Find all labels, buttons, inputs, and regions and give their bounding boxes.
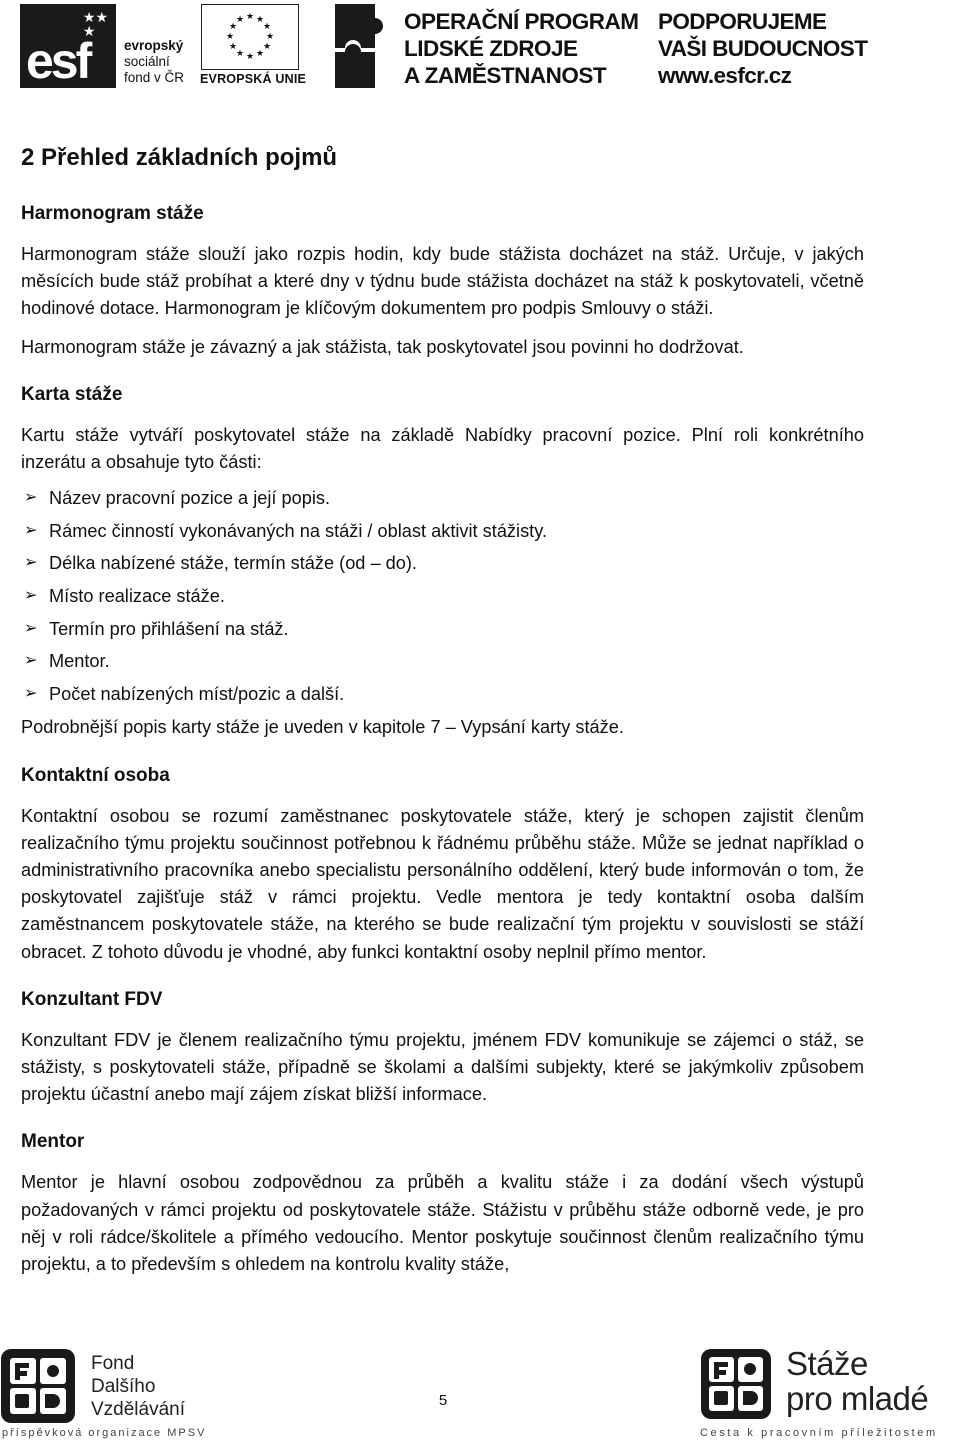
paragraph: Mentor je hlavní osobou zodpovědnou za průběh a kvalitu stáže i za dodání všech výstupů požadovaných v rámci projektu od poskytovatele stáže. Stážistu v průběhu stáže odborně vede, je pro něj v roli rádce/školitele a přímého vedoucího. Mentor poskytuje součinnost členům realizačního týmu projektu, a to především s ohledem na kontrolu kvality stáže,: [21, 1172, 864, 1275]
paragraph: Podrobnější popis karty stáže je uveden v kapitole 7 – Vypsání karty stáže.: [21, 717, 624, 738]
esf-caption: [124, 38, 184, 86]
list-item: [21, 678, 864, 711]
list-item: [21, 580, 864, 613]
list-item-text: Počet nabízených míst/pozic a další.: [49, 683, 345, 704]
esf-caption-line: evropský: [124, 38, 184, 53]
svg-text:★: ★: [245, 51, 255, 61]
arrow-bullet-icon: ➢: [24, 521, 38, 539]
svg-text:★: ★: [228, 21, 238, 31]
svg-text:★: ★: [245, 11, 255, 21]
arrow-bullet-icon: ➢: [24, 489, 38, 507]
arrow-bullet-icon: ➢: [24, 684, 38, 702]
list-item: [21, 482, 864, 515]
list-item: [21, 547, 864, 580]
document-body: [21, 142, 864, 1278]
puzzle-icon: [335, 4, 391, 88]
list-item-text: Termín pro přihlášení na stáž.: [49, 618, 289, 639]
op-logo-text: [404, 8, 639, 89]
list-item: [21, 645, 864, 678]
svg-text:★: ★: [235, 48, 245, 58]
svg-text:★: ★: [225, 31, 235, 41]
page-number: 5: [438, 1392, 448, 1409]
eu-flag-logo: [201, 4, 299, 70]
section-heading-mentor: Mentor: [21, 1131, 85, 1153]
slogan-line: VAŠI BUDOUCNOST: [658, 36, 868, 61]
esf-caption-line: sociální: [124, 54, 170, 69]
slogan-url: www.esfcr.cz: [658, 63, 792, 88]
fdv-subtitle: příspěvková organizace MPSV: [2, 1427, 207, 1439]
fdv-logo-icon: [0, 1348, 76, 1424]
op-logo-line: OPERAČNÍ PROGRAM: [404, 9, 639, 34]
section-heading-kontakt: Kontaktní osoba: [21, 764, 170, 786]
op-logo-line: A ZAMĚSTNANOST: [404, 63, 607, 88]
staze-logo-text: [786, 1346, 928, 1416]
list-item-text: Mentor.: [49, 651, 110, 672]
paragraph: Kontaktní osobou se rozumí zaměstnanec poskytovatele stáže, který je schopen zajistit členům realizačního týmu projektu součinnost potřebnou k řádnému průběhu stáže. Může se jednat například o administrativního pracovníka anebo specialistu personálního oddělení, který bude informován o tom, že poskytovatel zajišťuje stáž v rámci projektu. Vedle mentora je tedy kontaktní osoba dalším zaměstnancem poskytovatele stáže, na kterého se bude realizační tým projektu v souvislosti se stáží obracet. Z tohoto důvodu je vhodné, aby funkci kontaktní osoby neplnil přímo mentor.: [21, 805, 864, 962]
svg-text:★: ★: [235, 14, 245, 24]
list-item-text: Délka nabízené stáže, termín stáže (od – do).: [49, 553, 417, 574]
arrow-bullet-icon: ➢: [24, 554, 38, 572]
list-item-text: Místo realizace stáže.: [49, 586, 225, 606]
fdv-logo-line: Vzdělávání: [91, 1399, 186, 1420]
svg-text:★: ★: [262, 41, 272, 51]
page-header: [0, 0, 960, 100]
svg-text:★: ★: [255, 14, 265, 24]
svg-text:★: ★: [265, 31, 275, 41]
op-logo-line: LIDSKÉ ZDROJE: [404, 36, 578, 61]
arrow-bullet-icon: ➢: [24, 619, 38, 637]
section-heading-harmonogram: Harmonogram stáže: [21, 203, 204, 224]
chapter-title: 2 Přehled základních pojmů: [21, 144, 338, 171]
svg-text:★: ★: [255, 48, 265, 58]
section-heading-karta: Karta stáže: [21, 383, 123, 405]
svg-text:★: ★: [228, 41, 238, 51]
paragraph: Kartu stáže vytváří poskytovatel stáže na základě Nabídky pracovní pozice. Plní roli konkrétního inzerátu a obsahuje tyto části:: [21, 424, 864, 473]
esf-logo-text: esf: [26, 33, 90, 89]
paragraph: Harmonogram stáže slouží jako rozpis hodin, kdy bude stážista docházet na stáž. Určuje, v jakých měsících bude stáž probíhat a které dny v týdnu bude stážista docházet na stáž k poskytovateli, včetně hodinové dotace. Harmonogram je klíčovým dokumentem pro podpis Smlouvy o stáži.: [21, 244, 864, 319]
eu-label: EVROPSKÁ UNIE: [200, 72, 307, 86]
fdv-logo-line: Dalšího: [91, 1376, 156, 1397]
slogan-line: PODPORUJEME: [658, 9, 827, 34]
arrow-bullet-icon: ➢: [24, 587, 38, 604]
svg-text:★: ★: [262, 21, 272, 31]
page-footer: [0, 1340, 960, 1442]
paragraph: Harmonogram stáže je závazný a jak stážista, tak poskytovatel jsou povinni ho dodržovat.: [21, 336, 744, 357]
list-item-text: Rámec činností vykonávaných na stáži / oblast aktivit stážisty.: [49, 520, 548, 541]
fdv-logo-line: Fond: [91, 1353, 135, 1374]
fdv-logo-text: [91, 1352, 185, 1421]
esf-caption-line: fond v ČR: [124, 70, 185, 85]
list-item: [21, 613, 864, 646]
staze-logo-icon: [700, 1348, 772, 1420]
list-item-text: Název pracovní pozice a její popis.: [49, 488, 331, 509]
staze-logo-line: Stáže: [786, 1345, 868, 1382]
arrow-bullet-icon: ➢: [24, 652, 38, 670]
slogan: [658, 8, 867, 89]
paragraph: Konzultant FDV je členem realizačního týmu projektu, jménem FDV komunikuje se zájemci o stáž, se stážisty, s poskytovateli stáže, případně se školami a dalšími subjekty, které se jakýmkoliv způsobem projektu účastní anebo mají zájem získat bližší informace.: [21, 1029, 864, 1105]
esf-logo: [20, 4, 116, 88]
star-icon: ★★ ★: [82, 9, 108, 39]
eu-stars-icon: [202, 5, 298, 69]
staze-subtitle: Cesta k pracovním příležitostem: [700, 1427, 938, 1439]
staze-logo-line: pro mladé: [786, 1380, 929, 1417]
bullet-list: [21, 482, 864, 710]
section-heading-konzultant: Konzultant FDV: [21, 988, 163, 1010]
list-item: [21, 515, 864, 548]
